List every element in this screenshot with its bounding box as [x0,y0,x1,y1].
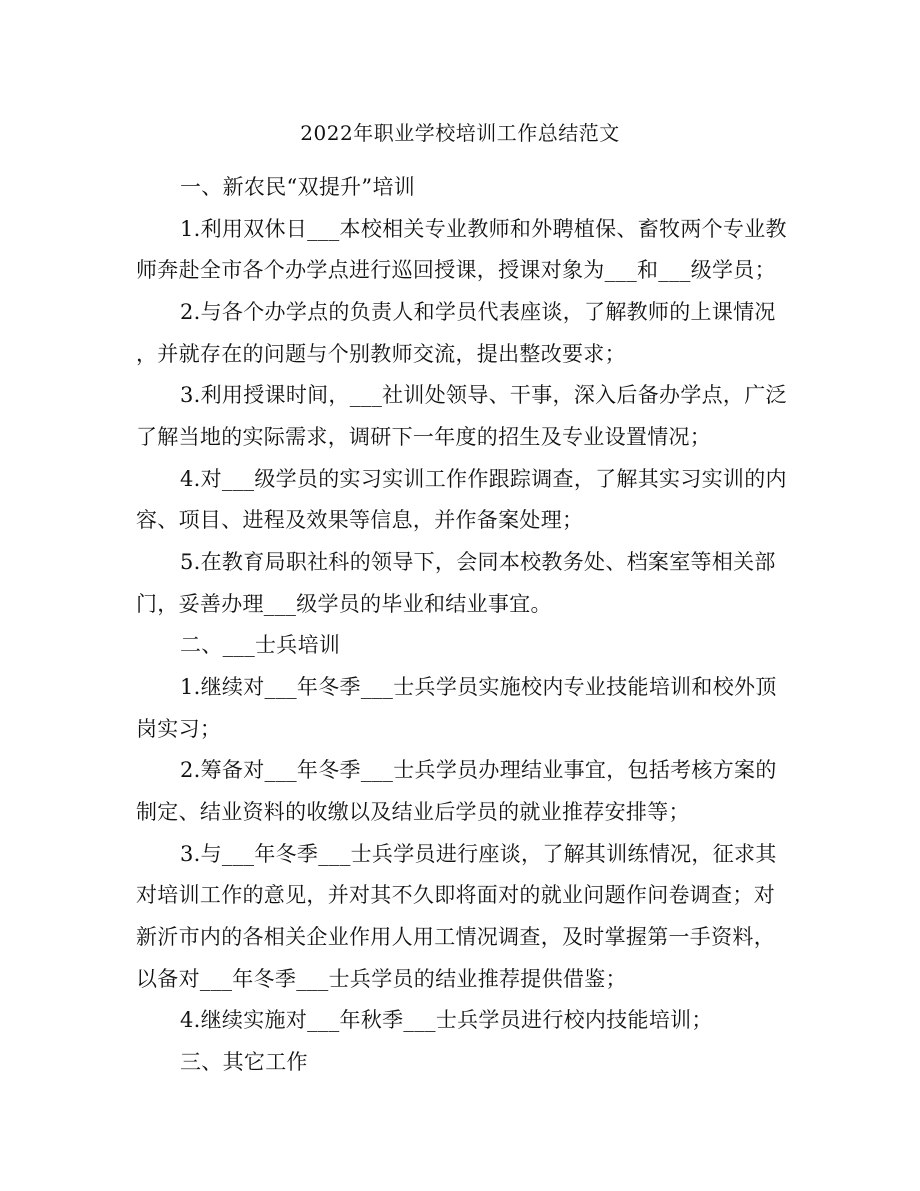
paragraph-line: ，并就存在的问题与个别教师交流，提出整改要求； [136,342,626,366]
paragraph-line: 制定、结业资料的收缴以及结业后学员的就业推荐安排等； [136,800,690,824]
paragraph-line: 1.继续对___年冬季___士兵学员实施校内专业技能培训和校外顶 [180,675,777,699]
paragraph-line: 4.对___级学员的实习实训工作作跟踪调查，了解其实习实训的内 [180,467,787,491]
paragraph-line: 3.利用授课时间，___社训处领导、干事，深入后备办学点，广泛 [180,383,787,407]
paragraph-line: 2.筹备对___年冬季___士兵学员办理结业事宜，包括考核方案的 [180,758,777,782]
section-heading-3: 三、其它工作 [180,1050,308,1074]
paragraph-line: 以备对___年冬季___士兵学员的结业推荐提供借鉴； [136,967,627,991]
paragraph-line: 1.利用双休日___本校相关专业教师和外聘植保、畜牧两个专业教 [180,217,787,241]
paragraph-line: 对培训工作的意见，并对其不久即将面对的就业问题作问卷调查；对 [136,883,775,907]
paragraph-line: 师奔赴全市各个办学点进行巡回授课，授课对象为___和___级学员； [136,258,776,282]
section-heading-2: 二、___士兵培训 [180,633,341,657]
section-heading-1: 一、新农民“双提升”培训 [180,175,416,199]
paragraph-line: 岗实习； [136,717,222,741]
paragraph-line: 2.与各个办学点的负责人和学员代表座谈，了解教师的上课情况 [180,300,776,324]
paragraph-line: 5.在教育局职社科的领导下，会同本校教务处、档案室等相关部 [180,550,776,574]
paragraph-line: 4.继续实施对___年秋季___士兵学员进行校内技能培训； [180,1008,713,1032]
paragraph-line: 了解当地的实际需求，调研下一年度的招生及专业设置情况； [136,425,712,449]
paragraph-line: 门，妥善办理___级学员的毕业和结业事宜。 [136,592,552,616]
paragraph-line: 新沂市内的各相关企业作用人用工情况调查，及时掌握第一手资料， [136,925,775,949]
paragraph-line: 3.与___年冬季___士兵学员进行座谈，了解其训练情况，征求其 [180,842,777,866]
document-title: 2022年职业学校培训工作总结范文 [300,121,620,145]
paragraph-line: 容、项目、进程及效果等信息，并作备案处理； [136,508,584,532]
